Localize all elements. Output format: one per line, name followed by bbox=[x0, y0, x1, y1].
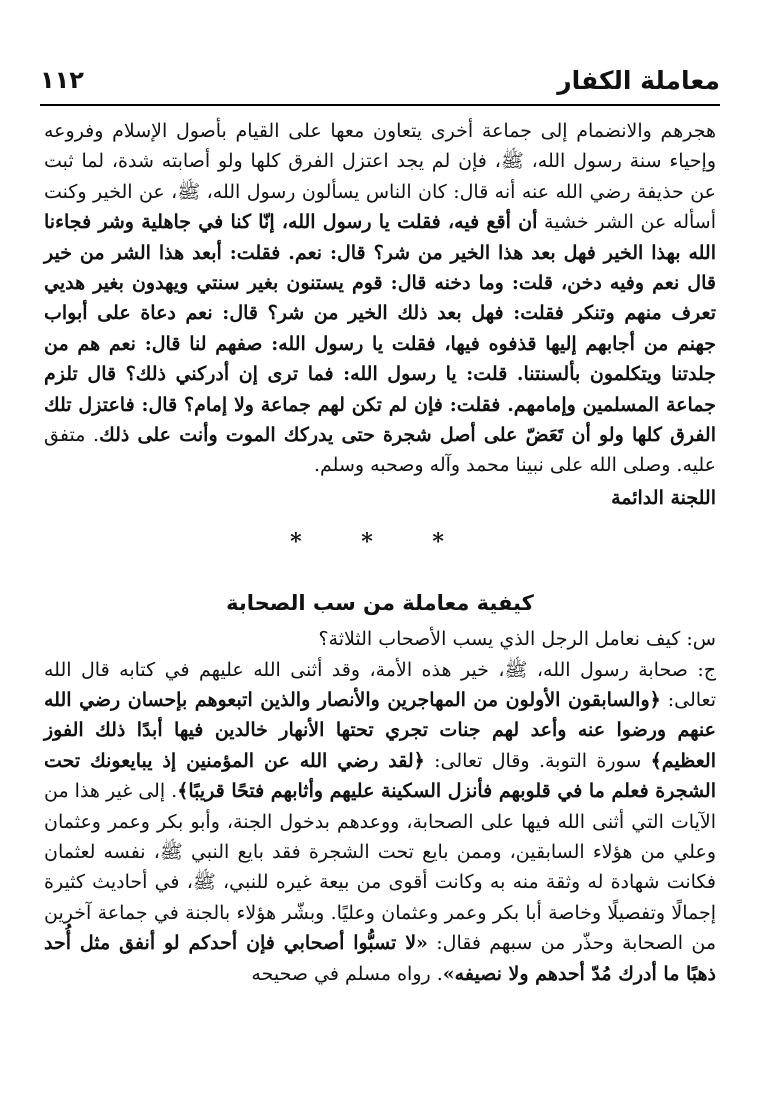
answer-text: . إلى غير هذا من الآيات التي أثنى الله فيها على الصحابة، ووعدهم بدخول الجنة، وأبو بكر وعمر وعثمان وعلي من هؤلاء السابقين، وممن بايع تحت الشجرة فقد بايع النبي ﷺ، نفسه لعثمان فكانت شهادة له وثقة منه به وكانت أقوى من بيعة غيره للنبي، ﷺ، في أحاديث كثيرة إجمالًا وتفصيلًا وخاصة أبا بكر وعمر وعثمان وعليًا. وبشّر هؤلاء بالجنة في جماعة آخرين من الصحابة وحذّر من سبهم فقال: bbox=[44, 780, 716, 955]
answer-text: ج: صحابة رسول الله، ﷺ، خير هذه الأمة، وقد أثنى الله عليهم في كتابه قال الله تعالى: bbox=[44, 658, 716, 711]
hadith-quote: «لا تسبُّوا أصحابي فإن أحدكم لو أنفق مثل أُحد ذهبًا ما أدرك مُدّ أحدهم ولا نصيفه» bbox=[44, 932, 716, 985]
quran-quote: ﴿والسابقون الأولون من المهاجرين والأنصار والذين اتبعوهم بإحسان رضي الله عنهم ورضوا عنه وأعد لهم جنات تجري تحتها الأنهار خالدين فيها أبدًا ذلك الفوز العظيم﴾ bbox=[44, 688, 716, 772]
previous-answer-paragraph bbox=[44, 116, 716, 481]
question: س: كيف نعامل الرجل الذي يسب الأصحاب الثلاثة؟ bbox=[318, 628, 716, 651]
section-title: كيفية معاملة من سب الصحابة bbox=[226, 590, 534, 615]
answer-text: . متفق عليه. وصلى الله على نبينا محمد وآله وصحبه وسلم. bbox=[44, 424, 716, 477]
running-title: معاملة الكفار bbox=[557, 65, 720, 95]
section-separator: * * * bbox=[290, 529, 470, 556]
page-number: ١١٢ bbox=[40, 66, 84, 94]
answer-paragraph bbox=[44, 655, 716, 989]
page-header bbox=[40, 62, 720, 98]
quran-quote: ﴿لقد رضي الله عن المؤمنين إذ يبايعونك تحت الشجرة فعلم ما في قلوبهم فأنزل السكينة عليهم وأثابهم فتحًا قريبًا﴾ bbox=[44, 749, 717, 803]
hadith-quote: أن أقع فيه، فقلت يا رسول الله، إنّا كنا في جاهلية وشر فجاءنا الله بهذا الخير فهل بعد هذا الخير من شر؟ قال: نعم. فقلت: أبعد هذا الشر من خير قال نعم وفيه دخن، قلت: وما دخنه قال: قوم يستنون بغير سنتي ويهدون بغير هديي تعرف منهم وتنكر فقلت: فهل بعد ذلك الخير من شر؟ قال: نعم دعاة على أبواب جهنم من أجابهم إليها قذفوه فيها، فقلت يا رسول الله: صفهم لنا قال: نعم هم من جلدتنا ويتكلمون بألسنتنا. قلت: يا رسول الله: فما ترى إن أدركني ذلك؟ قال تلزم جماعة المسلمين وإمامهم. فقلت: فإن لم تكن لهم جماعة ولا إمام؟ قال: فاعتزل تلك الفرق كلها ولو أن تَعَضّ على أصل شجرة حتى يدركك الموت وأنت على ذلك bbox=[44, 211, 716, 447]
answer-text: هجرهم والانضمام إلى جماعة أخرى يتعاون معها على القيام بأصول الإسلام وفروعه وإحياء سنة رسول الله، ﷺ، فإن لم يجد اعتزل الفرق كلها ولو أصابته شدة، لما ثبت عن حذيفة رضي الله عنه أنه قال: كان الناس يسألون رسول الله، ﷺ، عن الخير وكنت أسأله عن الشر خشية bbox=[44, 120, 716, 234]
signature: اللجنة الدائمة bbox=[611, 486, 716, 509]
answer-text: . رواه مسلم في صحيحه bbox=[251, 962, 443, 985]
page-content bbox=[44, 116, 716, 989]
answer-text: سورة التوبة. وقال تعالى: bbox=[424, 749, 651, 772]
header-rule bbox=[40, 104, 720, 106]
